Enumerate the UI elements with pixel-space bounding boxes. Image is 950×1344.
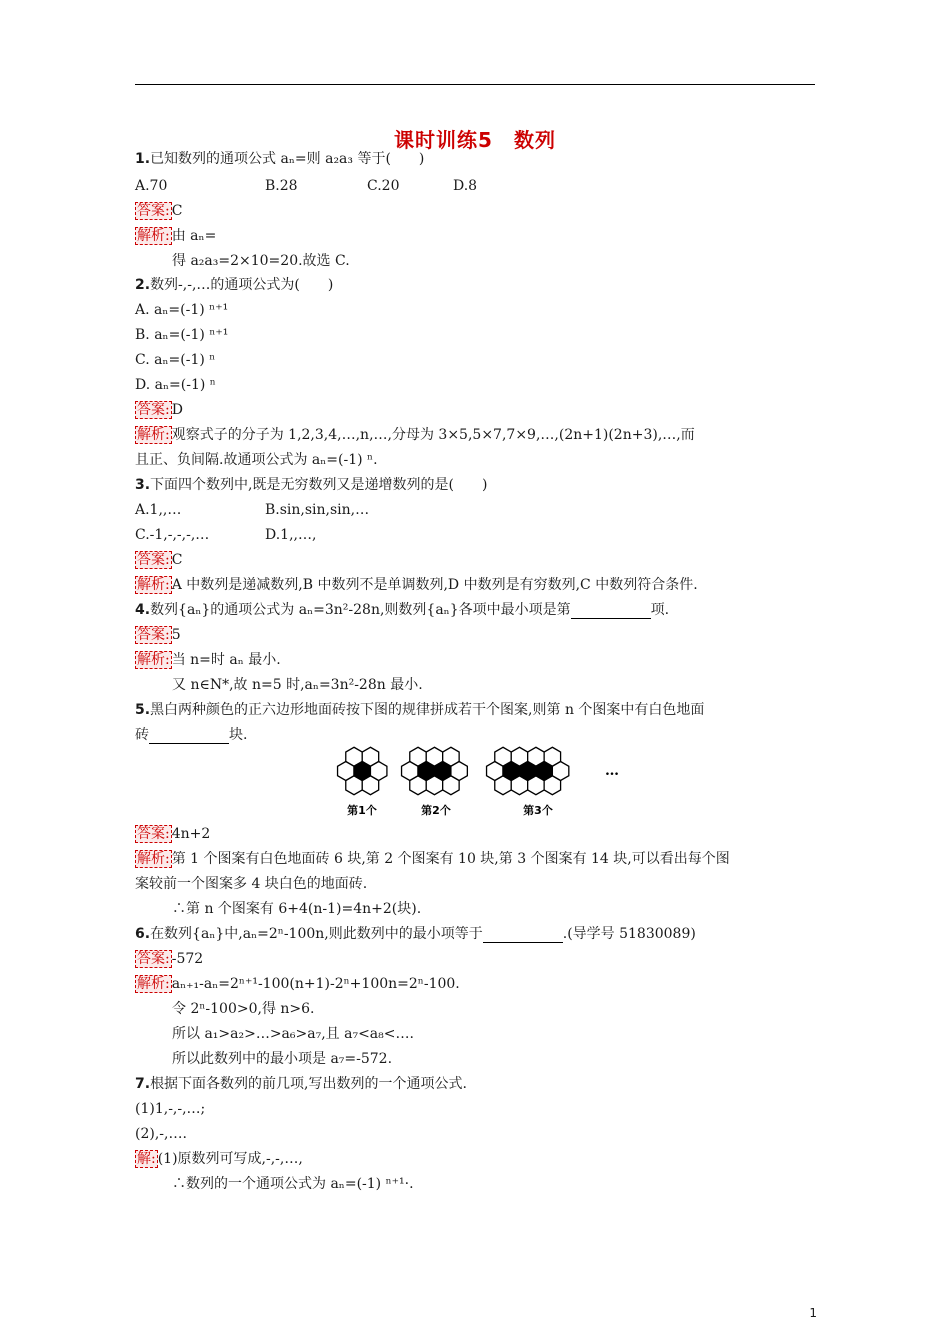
figure-label-1: 第1个 [347,804,377,817]
question-stem: 根据下面各数列的前几项,写出数列的一个通项公式. [150,1076,467,1092]
question-number: 6. [135,926,151,942]
q7-solution: 解: (1)原数列可写成,-,-,…, [137,1151,303,1167]
q3-options-ab [135,501,369,519]
page-number: 1 [809,1306,817,1320]
q1-analysis: 解析: 由 aₙ= [137,228,217,244]
q1-options [135,177,477,195]
q5-analysis-line: 案较前一个图案多 4 块白色的地面砖. [135,876,368,892]
black-hexagon-tile [418,762,434,781]
page-title: 课时训练5 数列 [394,128,556,152]
question-2 [135,276,333,294]
answer-tag: 答案: [137,552,170,568]
white-hexagon-tile [451,762,467,781]
option-a: A.1,,… [135,502,182,518]
analysis-tag: 解析: [137,427,170,443]
q3-analysis: 解析: A 中数列是递减数列,B 中数列不是单调数列,D 中数列是有穷数列,C 中数列符合条件. [137,577,698,593]
question-4: 4.数列{aₙ}的通项公式为 aₙ=3n²-28n,则数列{aₙ}各项中最小项是第 项. [135,602,670,618]
answer-tag: 答案: [137,951,170,967]
question-5: 5.黑白两种颜色的正六边形地面砖按下图的规律拼成若干个图案,则第 n 个图案中有白色地面 [135,702,705,718]
option-d: D.1,,…, [265,527,317,543]
q7-solution-line: ∴数列的一个通项公式为 aₙ=(-1) ⁿ⁺¹·. [172,1176,414,1192]
q6-answer [135,950,203,968]
answer-tag: 答案: [137,826,170,842]
option-d: D. aₙ=(-1) ⁿ [135,377,216,393]
answer-value: C [171,203,183,219]
question-1 [135,150,424,168]
q4-analysis-line: 又 n∈N*,故 n=5 时,aₙ=3n²-28n 最小. [172,677,423,693]
q5-stem-line2: 砖 块. [135,727,248,743]
white-hexagon-tile [402,762,418,781]
q6-analysis-line: 所以 a₁>a₂>…>a₆>a₇,且 a₇<a₈<…. [172,1026,414,1042]
q1-answer [135,202,182,220]
answer-blank [571,604,651,619]
q4-answer [135,626,181,644]
white-hexagon-tile [338,762,354,781]
answer-value: C [171,552,183,568]
analysis-tag: 解析: [137,851,170,867]
answer-value: -572 [171,951,204,967]
option-d: D.8 [453,178,478,194]
black-hexagon-tile [434,762,450,781]
analysis-tag: 解析: [137,228,170,244]
q5-analysis-line: ∴第 n 个图案有 6+4(n-1)=4n+2(块). [172,901,422,917]
option-c: C.20 [367,178,400,194]
figure-label-2: 第2个 [421,804,451,817]
white-hexagon-tile [370,762,386,781]
question-number: 4. [135,602,151,618]
answer-value: D [171,402,183,418]
white-hexagon-tile [487,762,503,781]
option-b: B. aₙ=(-1) ⁿ⁺¹ [135,327,229,343]
question-number: 2. [135,277,151,293]
q5-answer [135,825,210,843]
answer-tag: 答案: [137,627,170,643]
q2-analysis-line: 且正、负间隔.故通项公式为 aₙ=(-1) ⁿ. [135,452,378,468]
question-number: 1. [135,151,151,167]
question-stem: 数列-,-,…的通项公式为( ) [150,277,334,293]
answer-blank [149,729,229,744]
solution-tag: 解: [137,1151,156,1167]
q2-analysis: 解析: 观察式子的分子为 1,2,3,4,…,n,…,分母为 3×5,5×7,7×9,…,(2n+1)(2n+3),…,而 [137,427,695,443]
option-c: C.-1,-,-,-,… [135,527,210,543]
q4-analysis: 解析: 当 n=时 aₙ 最小. [137,652,281,668]
answer-tag: 答案: [137,402,170,418]
q2-answer [135,401,183,419]
white-hexagon-tile [552,762,568,781]
option-c: C. aₙ=(-1) ⁿ [135,352,216,368]
header-rule [135,84,815,85]
q1-analysis-line: 得 a₂a₃=2×10=20.故选 C. [172,253,350,269]
question-3 [135,476,487,494]
question-7 [135,1075,467,1093]
answer-tag: 答案: [137,203,170,219]
answer-value: 5 [171,627,181,643]
question-number: 7. [135,1076,151,1092]
answer-value: 4n+2 [171,826,211,842]
black-hexagon-tile [503,762,519,781]
question-number: 5. [135,702,151,718]
question-6: 6.在数列{aₙ}中,aₙ=2ⁿ-100n,则此数列中的最小项等于 .(导学号 51830089) [135,926,696,942]
option-b: B.sin,sin,sin,… [265,502,370,518]
q6-analysis-line: 令 2ⁿ-100>0,得 n>6. [172,1001,315,1017]
figure-label-3: 第3个 [523,804,553,817]
q6-analysis: 解析: aₙ₊₁-aₙ=2ⁿ⁺¹-100(n+1)-2ⁿ+100n=2ⁿ-100. [137,976,460,992]
q6-analysis-line: 所以此数列中的最小项是 a₇=-572. [172,1051,393,1067]
question-stem: 已知数列的通项公式 aₙ=则 a₂a₃ 等于( ) [150,151,425,167]
option-a: A.70 [135,178,168,194]
q3-answer [135,551,182,569]
q7-part-1: (1)1,-,-,…; [135,1101,206,1117]
black-hexagon-tile [519,762,535,781]
question-stem: 下面四个数列中,既是无穷数列又是递增数列的是( ) [150,477,488,493]
hexagon-patterns [338,747,569,795]
analysis-tag: 解析: [137,976,170,992]
option-b: B.28 [265,178,298,194]
q3-options-cd [135,526,316,544]
q7-part-2: (2),-,…. [135,1126,187,1142]
black-hexagon-tile [536,762,552,781]
hexagon-tile-figure [333,744,623,822]
option-a: A. aₙ=(-1) ⁿ⁺¹ [135,302,229,318]
q5-analysis: 解析: 第 1 个图案有白色地面砖 6 块,第 2 个图案有 10 块,第 3 个图案有 14 块,可以看出每个图 [137,851,730,867]
figure-ellipsis: … [605,763,619,779]
analysis-tag: 解析: [137,577,170,593]
question-number: 3. [135,477,151,493]
black-hexagon-tile [354,762,370,781]
analysis-tag: 解析: [137,652,170,668]
answer-blank [483,928,563,943]
